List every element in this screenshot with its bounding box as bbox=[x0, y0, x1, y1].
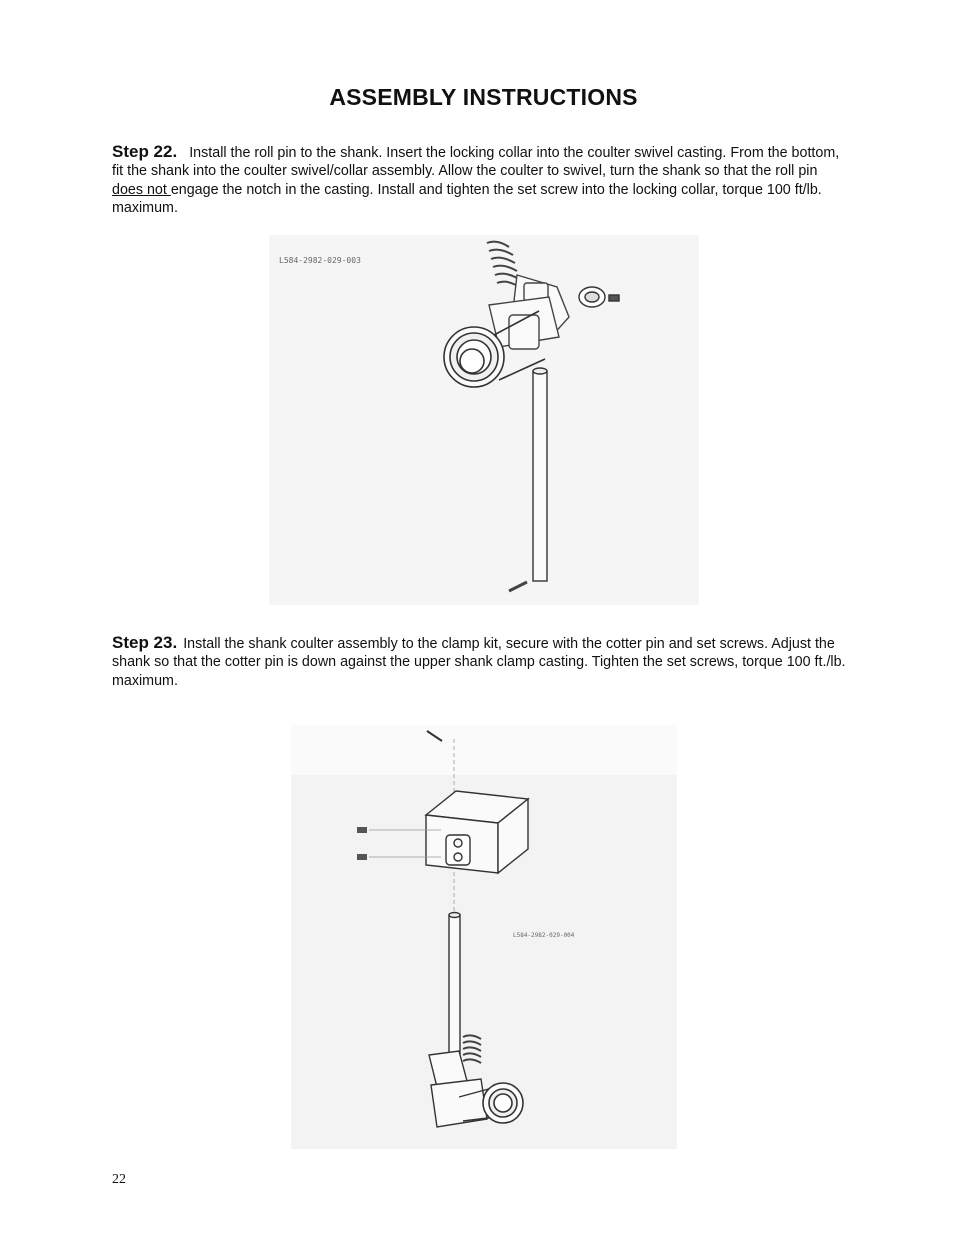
clamp-kit-exploded-view bbox=[291, 725, 677, 1149]
coulter-hub-drawing bbox=[483, 1083, 523, 1123]
swivel-casting-drawing bbox=[429, 1051, 496, 1127]
shank-drawing bbox=[533, 368, 547, 581]
shank-clamp-casting-drawing bbox=[426, 791, 528, 873]
page-title: ASSEMBLY INSTRUCTIONS bbox=[329, 84, 638, 110]
spring-drawing bbox=[463, 1035, 481, 1063]
locking-collar-drawing bbox=[579, 287, 619, 307]
step-22-underlined-text: does not bbox=[112, 181, 171, 198]
coulter-swivel-exploded-view bbox=[269, 235, 699, 605]
swivel-casting-drawing bbox=[489, 275, 569, 349]
step-22-assembly-drawing bbox=[269, 235, 699, 605]
page-number: 22 bbox=[112, 1172, 126, 1187]
step-23-instructions bbox=[112, 634, 852, 690]
figure-1-part-number: L584-2982-029-003 bbox=[279, 256, 361, 265]
step-22-text-before: Install the roll pin to the shank. Insert the locking collar into the coulter swivel casting. From the bottom, fit the shank into the coulter swivel/collar assembly. Allow the coulter to swivel, turn the shank so that the roll pin bbox=[112, 145, 840, 180]
step-23-label: Step 23. bbox=[112, 633, 178, 652]
roll-pin-drawing bbox=[509, 582, 527, 591]
step-22-text-after: engage the notch in the casting. Install and tighten the set screw into the locking collar, torque 100 ft/lb. maximum. bbox=[112, 181, 822, 216]
set-screws-drawing bbox=[357, 827, 367, 860]
step-22-label: Step 22. bbox=[112, 142, 178, 161]
step-22-instructions bbox=[112, 143, 852, 217]
step-23-text: Install the shank coulter assembly to the clamp kit, secure with the cotter pin and set screws. Adjust the shank so that the cotter pin is down against the upper shank clamp casting. Tighten the set screws, torque 100 ft./lb. maximum. bbox=[112, 636, 846, 689]
spring-drawing bbox=[487, 242, 519, 287]
figure-2-part-number: L584-2982-029-004 bbox=[513, 932, 575, 939]
step-23-assembly-drawing bbox=[291, 725, 677, 1149]
